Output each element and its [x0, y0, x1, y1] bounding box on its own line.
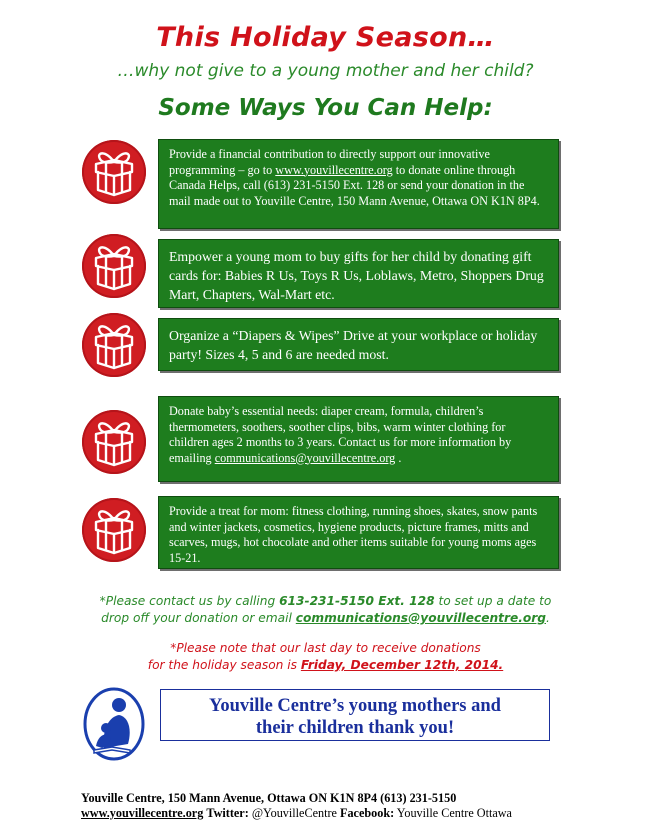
twitter-handle: @YouvilleCentre [248, 806, 340, 820]
contact-text-part: *Please contact us by calling [99, 594, 280, 608]
item-text: Donate baby’s essential needs: diaper cream, formula, children’s thermometers, soothers, soother clips, bibs, warm winter clothing for children ages 2 months to 3 years. Contact us for more information by emailing [169, 404, 512, 465]
website-link[interactable]: www.youvillecentre.org [275, 162, 393, 177]
item-text: to donate online through Canada Helps, call (613) 231-5150 Ext. 128 or send your donation in the mail made out to Youville Centre, 150 Mann Avenue, Ottawa ON K1N 8P4. [169, 162, 540, 208]
gift-icon [82, 313, 146, 377]
gift-icon [82, 140, 146, 204]
contact-text-part: . [546, 611, 550, 625]
contact-text-part: drop off your donation or email [101, 611, 296, 625]
list-item [158, 396, 559, 482]
gift-icon [82, 234, 146, 298]
facebook-label: Facebook: [340, 806, 395, 820]
list-item [158, 318, 559, 371]
email-link[interactable]: communications@youvillecentre.org [295, 611, 546, 625]
item-text: Empower a young mom to buy gifts for her child by donating gift cards for: Babies R Us, Toys R Us, Loblaws, Metro, Shoppers Drug Mart, Chapters, Wal-Mart etc. [169, 249, 544, 302]
facebook-name: Youville Centre Ottawa [394, 806, 512, 820]
contact-text-part: to set up a date to [434, 594, 552, 608]
item-text: Provide a financial contribution to directly support our innovative programming – go to [169, 147, 490, 177]
deadline-note [0, 640, 651, 674]
item-text: Organize a “Diapers & Wipes” Drive at your workplace or holiday party! Sizes 4, 5 and 6 are needed most. [169, 328, 538, 362]
gift-icon [82, 410, 146, 474]
thank-you-line: their children thank you! [255, 718, 455, 738]
email-link[interactable]: communications@youvillecentre.org [214, 450, 396, 465]
item-text: . [395, 450, 402, 465]
thank-you-line: Youville Centre’s young mothers and [209, 696, 501, 716]
note-text: for the holiday season is [147, 658, 301, 672]
footer-address: Youville Centre, 150 Mann Avenue, Ottawa ON K1N 8P4 (613) 231-5150 [81, 791, 457, 805]
twitter-label: Twitter: [206, 806, 249, 820]
gift-icon [82, 498, 146, 562]
phone-number: 613-231-5150 Ext. 128 [279, 594, 435, 608]
footer [81, 791, 601, 821]
contact-text [0, 593, 651, 627]
deadline-date: Friday, December 12th, 2014. [300, 658, 504, 672]
list-item [158, 496, 559, 569]
list-item [158, 139, 559, 229]
page-title: This Holiday Season… [156, 22, 495, 53]
note-text: *Please note that our last day to receive donations [170, 641, 481, 655]
thank-you-box [160, 689, 550, 741]
section-heading: Some Ways You Can Help: [158, 95, 493, 121]
item-text: Provide a treat for mom: fitness clothing, running shoes, skates, snow pants and winter jackets, cosmetics, hygiene products, picture frames, mitts and scarves, mugs, hot chocolate and other items suitable for young moms ages 15-21. [169, 504, 538, 565]
footer-website-link[interactable]: www.youvillecentre.org [81, 806, 204, 820]
list-item [158, 239, 559, 308]
page-subtitle: …why not give to a young mother and her child? [117, 61, 534, 81]
youville-logo-icon [82, 686, 146, 762]
